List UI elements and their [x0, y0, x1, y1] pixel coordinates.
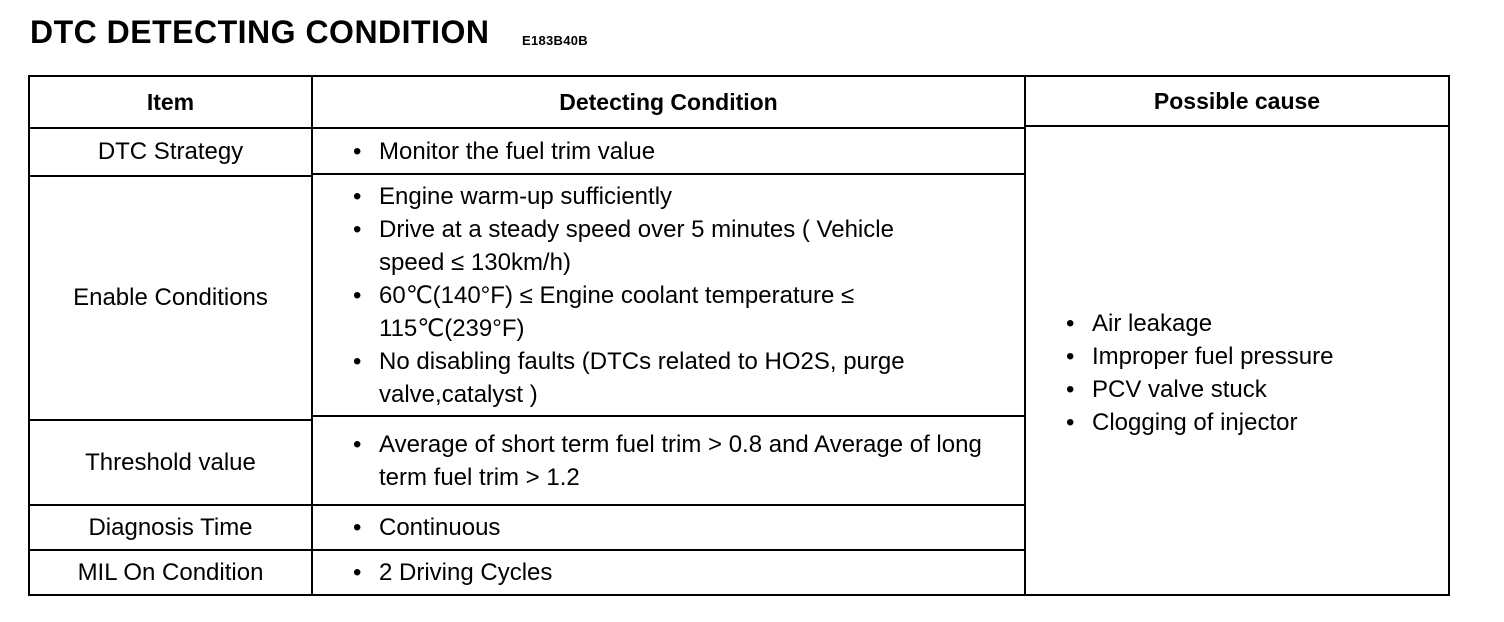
dtc-condition-table: [28, 75, 1450, 596]
row-item-threshold-value: Threshold value: [30, 421, 313, 506]
header-detecting-condition: Detecting Condition: [313, 77, 1026, 129]
condition-bullet: • Engine warm-up sufficiently: [353, 180, 913, 213]
cause-bullet: • Air leakage: [1066, 307, 1333, 340]
condition-bullet: • Drive at a steady speed over 5 minutes ( Vehicle speed ≤ 130km/h): [353, 213, 913, 279]
page-title: DTC DETECTING CONDITION: [30, 14, 490, 50]
cause-bullet: • Clogging of injector: [1066, 406, 1333, 439]
row-condition-mil-on-condition: [313, 551, 1026, 594]
possible-cause-cell: [1026, 127, 1448, 594]
header-item: Item: [30, 77, 313, 129]
row-condition-enable-conditions: [313, 175, 1026, 417]
cause-bullet: • Improper fuel pressure: [1066, 340, 1333, 373]
row-condition-threshold-value: [313, 417, 1026, 506]
condition-bullet: • Continuous: [353, 511, 500, 544]
condition-bullet: • 60℃(140°F) ≤ Engine coolant temperature ≤ 115℃(239°F): [353, 279, 913, 345]
cause-bullet: • PCV valve stuck: [1066, 373, 1333, 406]
header-possible-cause: Possible cause: [1026, 77, 1448, 127]
row-item-mil-on-condition: MIL On Condition: [30, 551, 313, 594]
condition-bullet: • 2 Driving Cycles: [353, 556, 552, 589]
row-item-diagnosis-time: Diagnosis Time: [30, 506, 313, 551]
document-code: E183B40B: [522, 33, 588, 48]
row-item-enable-conditions: Enable Conditions: [30, 177, 313, 421]
condition-bullet: • Monitor the fuel trim value: [353, 135, 655, 168]
row-condition-dtc-strategy: [313, 129, 1026, 175]
row-condition-diagnosis-time: [313, 506, 1026, 551]
condition-bullet: • Average of short term fuel trim > 0.8 and Average of long term fuel trim > 1.2: [353, 428, 993, 494]
row-item-dtc-strategy: DTC Strategy: [30, 129, 313, 177]
condition-bullet: • No disabling faults (DTCs related to HO2S, purge valve,catalyst ): [353, 345, 913, 411]
